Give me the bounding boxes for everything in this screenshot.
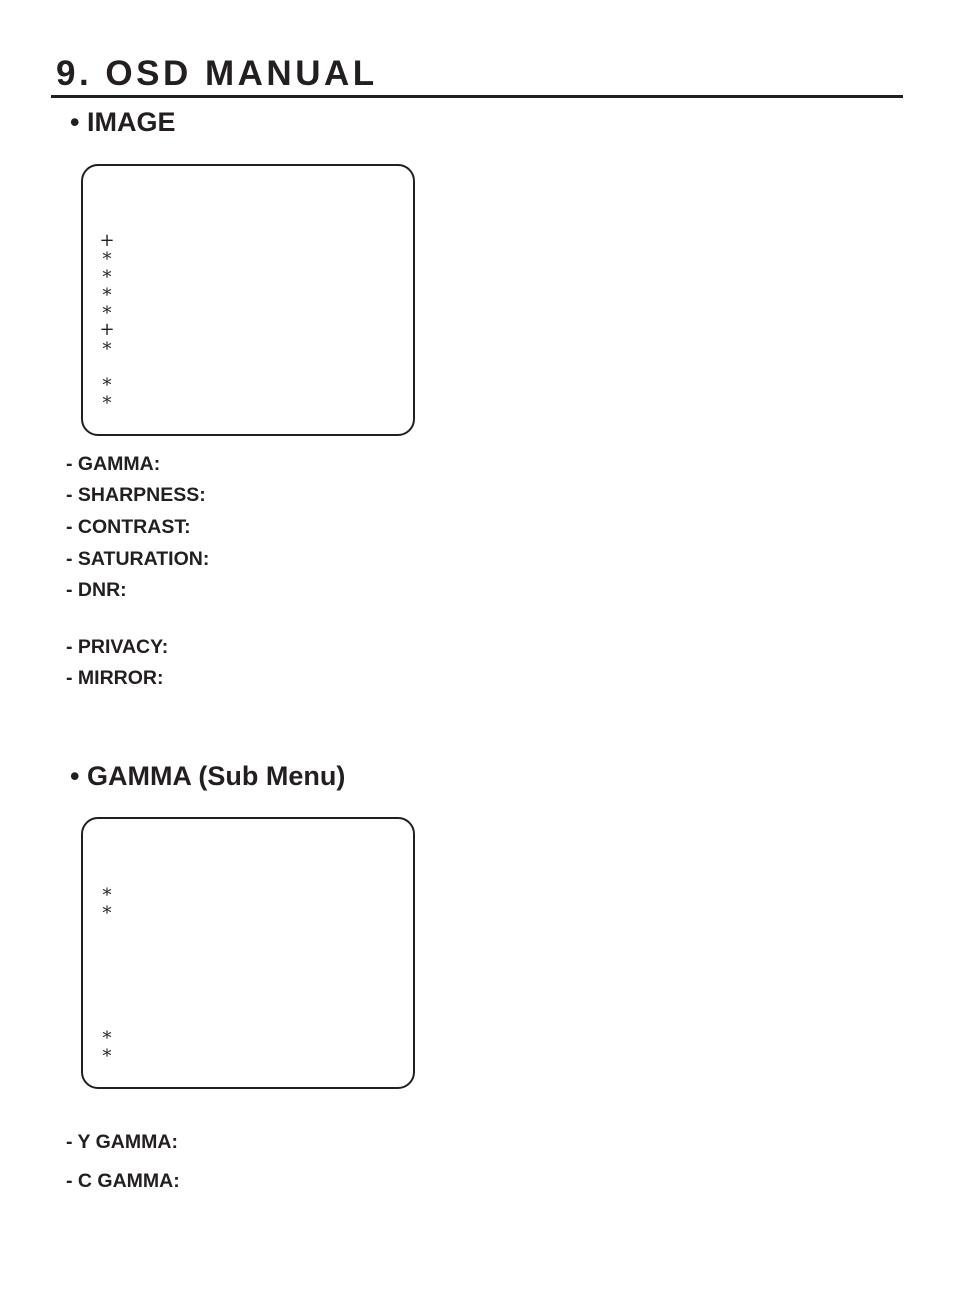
gamma-osd-marker: * xyxy=(102,1028,112,1049)
y-gamma-item-label: - Y GAMMA: xyxy=(66,1131,178,1153)
title-rule xyxy=(51,95,903,98)
c-gamma-item-label: - C GAMMA: xyxy=(66,1170,180,1192)
image-osd-marker: * xyxy=(102,303,112,324)
mirror-item-label: - MIRROR: xyxy=(66,667,164,689)
sharpness-item-label: - SHARPNESS: xyxy=(66,484,206,506)
image-osd-marker: * xyxy=(102,285,112,306)
gamma-osd-marker: * xyxy=(102,903,112,924)
gamma-section-heading: • GAMMA (Sub Menu) xyxy=(70,761,346,791)
gamma-osd-marker: * xyxy=(102,885,112,906)
page-title: 9. OSD MANUAL xyxy=(56,54,378,93)
gamma-item-label: - GAMMA: xyxy=(66,453,161,475)
dnr-item-label: - DNR: xyxy=(66,579,127,601)
saturation-item-label: - SATURATION: xyxy=(66,548,210,570)
image-osd-marker: * xyxy=(102,375,112,396)
image-osd-marker: + xyxy=(99,319,115,340)
contrast-item-label: - CONTRAST: xyxy=(66,516,191,538)
image-osd-marker: * xyxy=(102,249,112,270)
gamma-osd-screen xyxy=(81,817,415,1089)
privacy-item-label: - PRIVACY: xyxy=(66,636,169,658)
gamma-osd-marker: * xyxy=(102,1046,112,1067)
image-osd-marker: * xyxy=(102,393,112,414)
image-osd-marker: * xyxy=(102,339,112,360)
image-osd-screen xyxy=(81,164,415,436)
image-osd-marker: * xyxy=(102,267,112,288)
image-section-heading: • IMAGE xyxy=(70,107,176,137)
image-osd-marker: + xyxy=(99,230,115,251)
